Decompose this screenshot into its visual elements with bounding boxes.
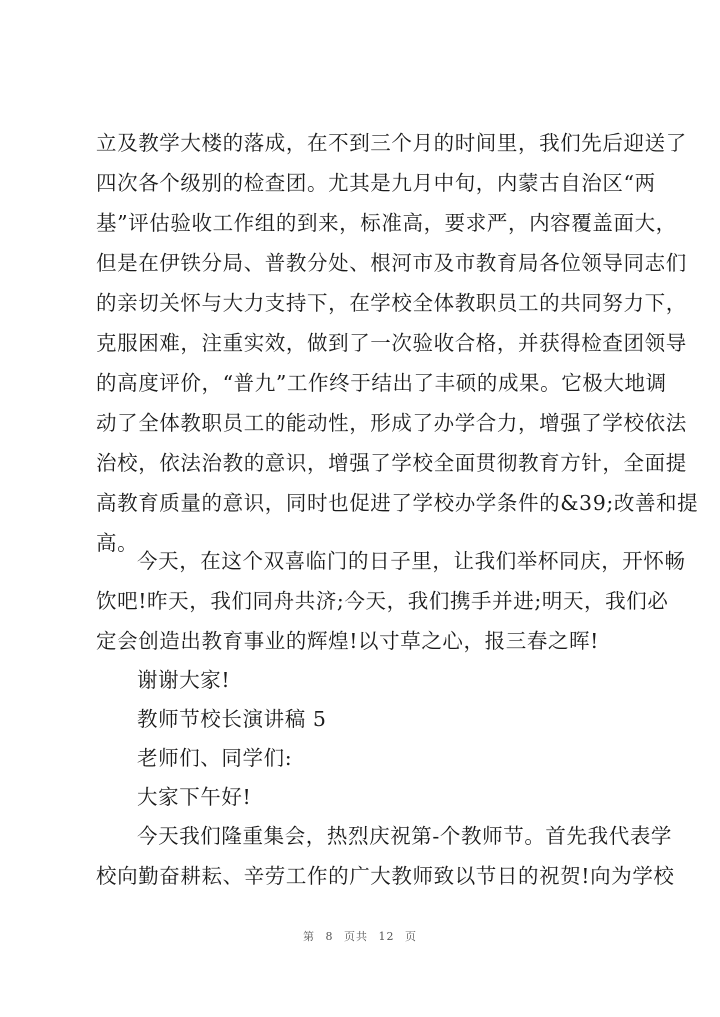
text-line: 但是在伊铁分局、普教分处、根河市及市教育局各位领导同志们 — [96, 251, 687, 275]
text-line: 的高度评价，“普九”工作终于结出了丰硕的成果。它极大地调 — [96, 371, 667, 395]
speech-title: 教师节校长演讲稿 5 — [137, 707, 327, 731]
text-line: 四次各个级别的检查团。尤其是九月中旬，内蒙古自治区“两 — [96, 171, 656, 195]
salutation-line: 老师们、同学们: — [137, 746, 293, 770]
text-line: 动了全体教职员工的能动性，形成了办学合力，增强了学校依法 — [96, 411, 687, 435]
closing-line: 谢谢大家! — [137, 668, 231, 692]
page-footer — [0, 928, 720, 944]
text-line: 克服困难，注重实效，做到了一次验收合格，并获得检查团领导 — [96, 331, 687, 355]
footer-prefix: 第 — [303, 930, 315, 943]
text-line: 基”评估验收工作组的到来，标准高，要求严，内容覆盖面大， — [96, 211, 677, 235]
text-line: 校向勤奋耕耘、辛劳工作的广大教师致以节日的祝贺!向为学校 — [96, 864, 675, 888]
text-line: 的亲切关怀与大力支持下，在学校全体教职员工的共同努力下， — [96, 291, 687, 315]
text-line: 定会创造出教育事业的辉煌!以寸草之心，报三春之晖! — [96, 629, 599, 653]
footer-suffix: 页 — [405, 930, 417, 943]
current-page-number: 8 — [325, 930, 334, 943]
text-line: 治校，依法治教的意识，增强了学校全面贯彻教育方针，全面提 — [96, 451, 687, 475]
paragraph-start-line: 今天，在这个双喜临门的日子里，让我们举杯同庆，开怀畅 — [137, 549, 686, 573]
paragraph-start-line: 今天我们隆重集会，热烈庆祝第-个教师节。首先我代表学 — [137, 824, 673, 848]
text-line: 立及教学大楼的落成，在不到三个月的时间里，我们先后迎送了 — [96, 131, 687, 155]
text-line: 饮吧!昨天，我们同舟共济;今天，我们携手并进;明天，我们必 — [96, 589, 669, 613]
greeting-line: 大家下午好! — [137, 785, 252, 809]
total-page-count: 12 — [378, 930, 395, 943]
text-line: 高。 — [96, 531, 139, 555]
text-line: 高教育质量的意识，同时也促进了学校办学条件的&39;改善和提 — [96, 491, 699, 515]
footer-middle: 页共 — [344, 930, 368, 943]
